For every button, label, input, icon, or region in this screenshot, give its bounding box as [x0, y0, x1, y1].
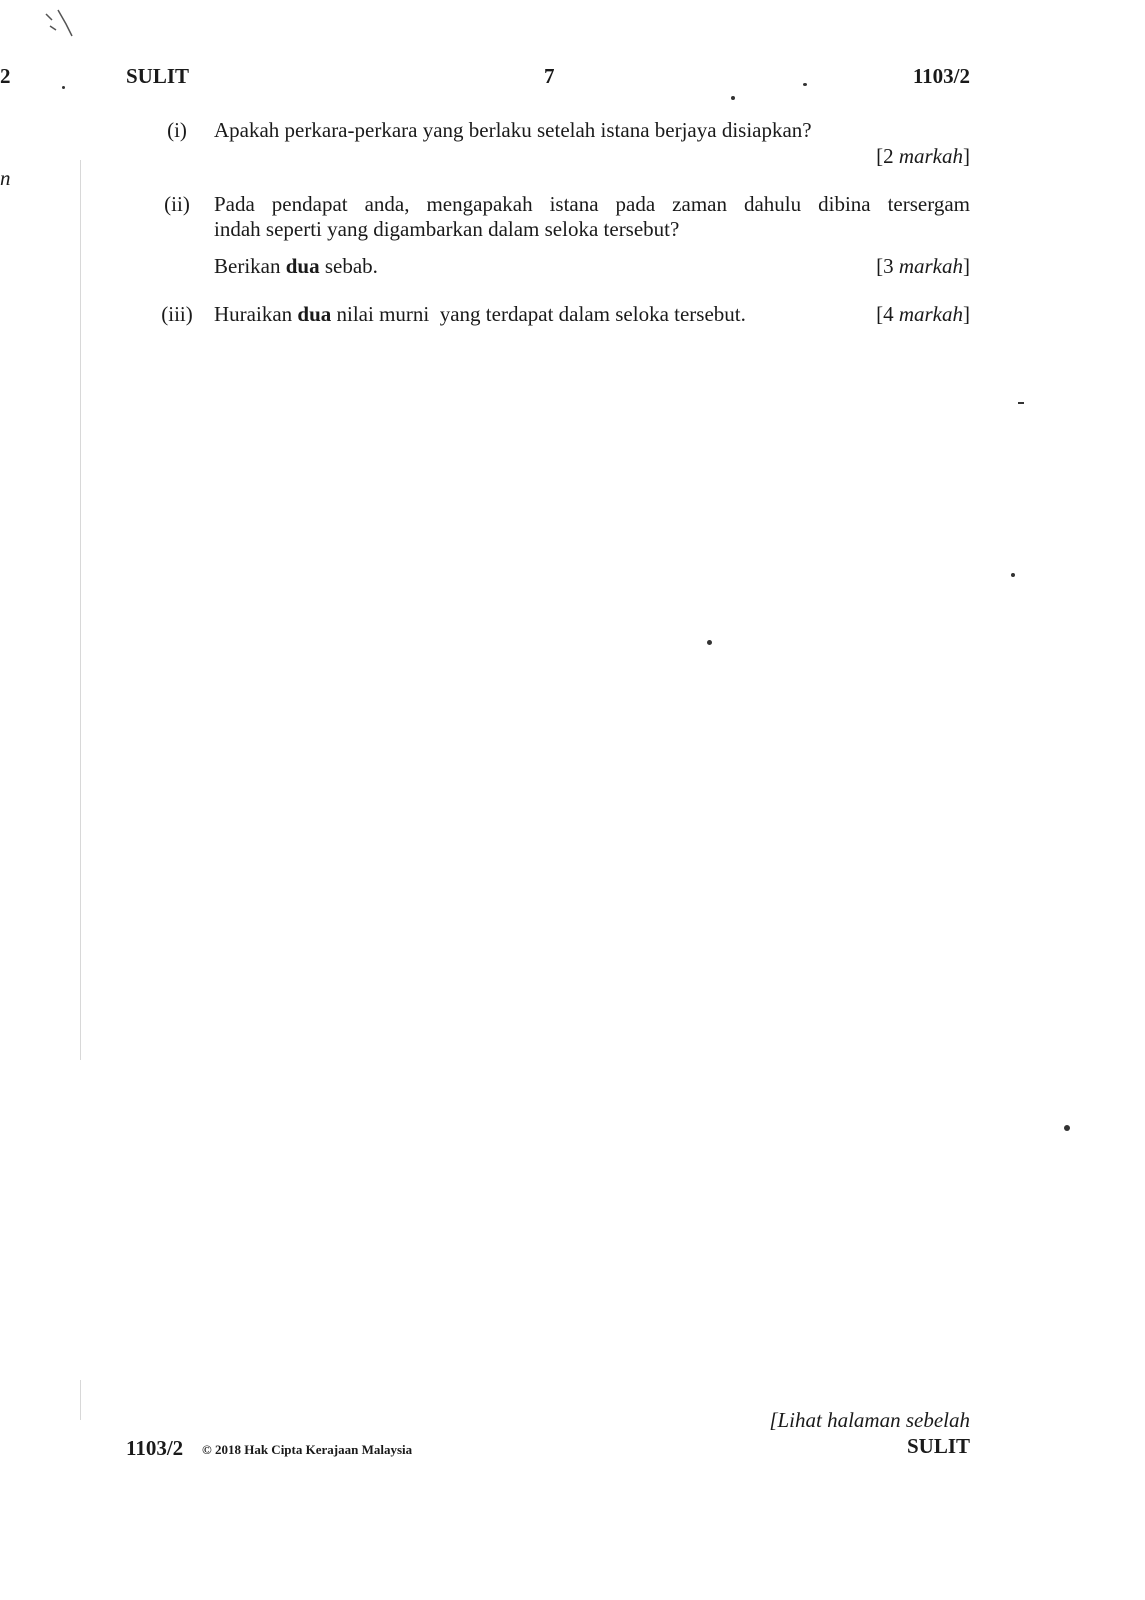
margin-cut-number: 2	[0, 64, 11, 88]
scan-smudge	[38, 6, 88, 46]
scan-edge-line	[80, 1380, 81, 1420]
header-classification: SULIT	[126, 64, 190, 88]
question-marks	[876, 254, 970, 279]
question-prefix: Huraikan	[214, 302, 298, 326]
question-marks	[876, 144, 970, 169]
scan-speck	[1064, 1125, 1070, 1131]
marks-word: markah	[898, 254, 963, 278]
scan-speck	[731, 96, 735, 100]
question-number: (ii)	[164, 192, 190, 216]
question-number: (i)	[167, 118, 187, 142]
page-number: 7	[544, 64, 555, 88]
scan-speck	[707, 640, 712, 645]
question-suffix: nilai murni yang terdapat dalam seloka tersebut.	[331, 302, 746, 326]
question-text: Apakah perkara-perkara yang berlaku setelah istana berjaya disiapkan?	[214, 118, 812, 142]
instruction-suffix: sebab.	[319, 254, 378, 278]
marks-close: ]	[963, 302, 970, 326]
question-text	[214, 192, 970, 242]
footer-paper-code: 1103/2	[126, 1436, 184, 1460]
marks-number: [3	[876, 254, 899, 278]
instruction-prefix: Berikan	[214, 254, 286, 278]
scan-edge-line	[80, 160, 81, 1060]
marks-word: markah	[898, 144, 963, 168]
scan-speck	[1018, 402, 1024, 404]
scan-speck	[1011, 573, 1015, 577]
question-instruction	[214, 254, 378, 279]
question-bold: dua	[297, 302, 332, 326]
marks-number: [2	[876, 144, 899, 168]
instruction-bold: dua	[285, 254, 320, 278]
footer-next-page: [Lihat halaman sebelah	[769, 1408, 970, 1432]
question-text	[214, 302, 746, 327]
marks-close: ]	[963, 254, 970, 278]
footer-classification: SULIT	[906, 1434, 970, 1458]
question-marks	[876, 302, 970, 327]
marks-close: ]	[963, 144, 970, 168]
scan-speck	[803, 83, 807, 86]
question-line: indah seperti yang digambarkan dalam seloka tersebut?	[214, 217, 680, 241]
footer-copyright: © 2018 Hak Cipta Kerajaan Malaysia	[202, 1442, 413, 1457]
question-number: (iii)	[161, 302, 193, 326]
question-line: Pada pendapat anda, mengapakah istana pada zaman dahulu dibina tersergam	[214, 192, 970, 216]
margin-cut-letter: n	[0, 166, 11, 190]
marks-word: markah	[898, 302, 963, 326]
header-paper-code: 1103/2	[912, 64, 970, 88]
scan-speck	[62, 86, 65, 89]
marks-number: [4	[876, 302, 899, 326]
